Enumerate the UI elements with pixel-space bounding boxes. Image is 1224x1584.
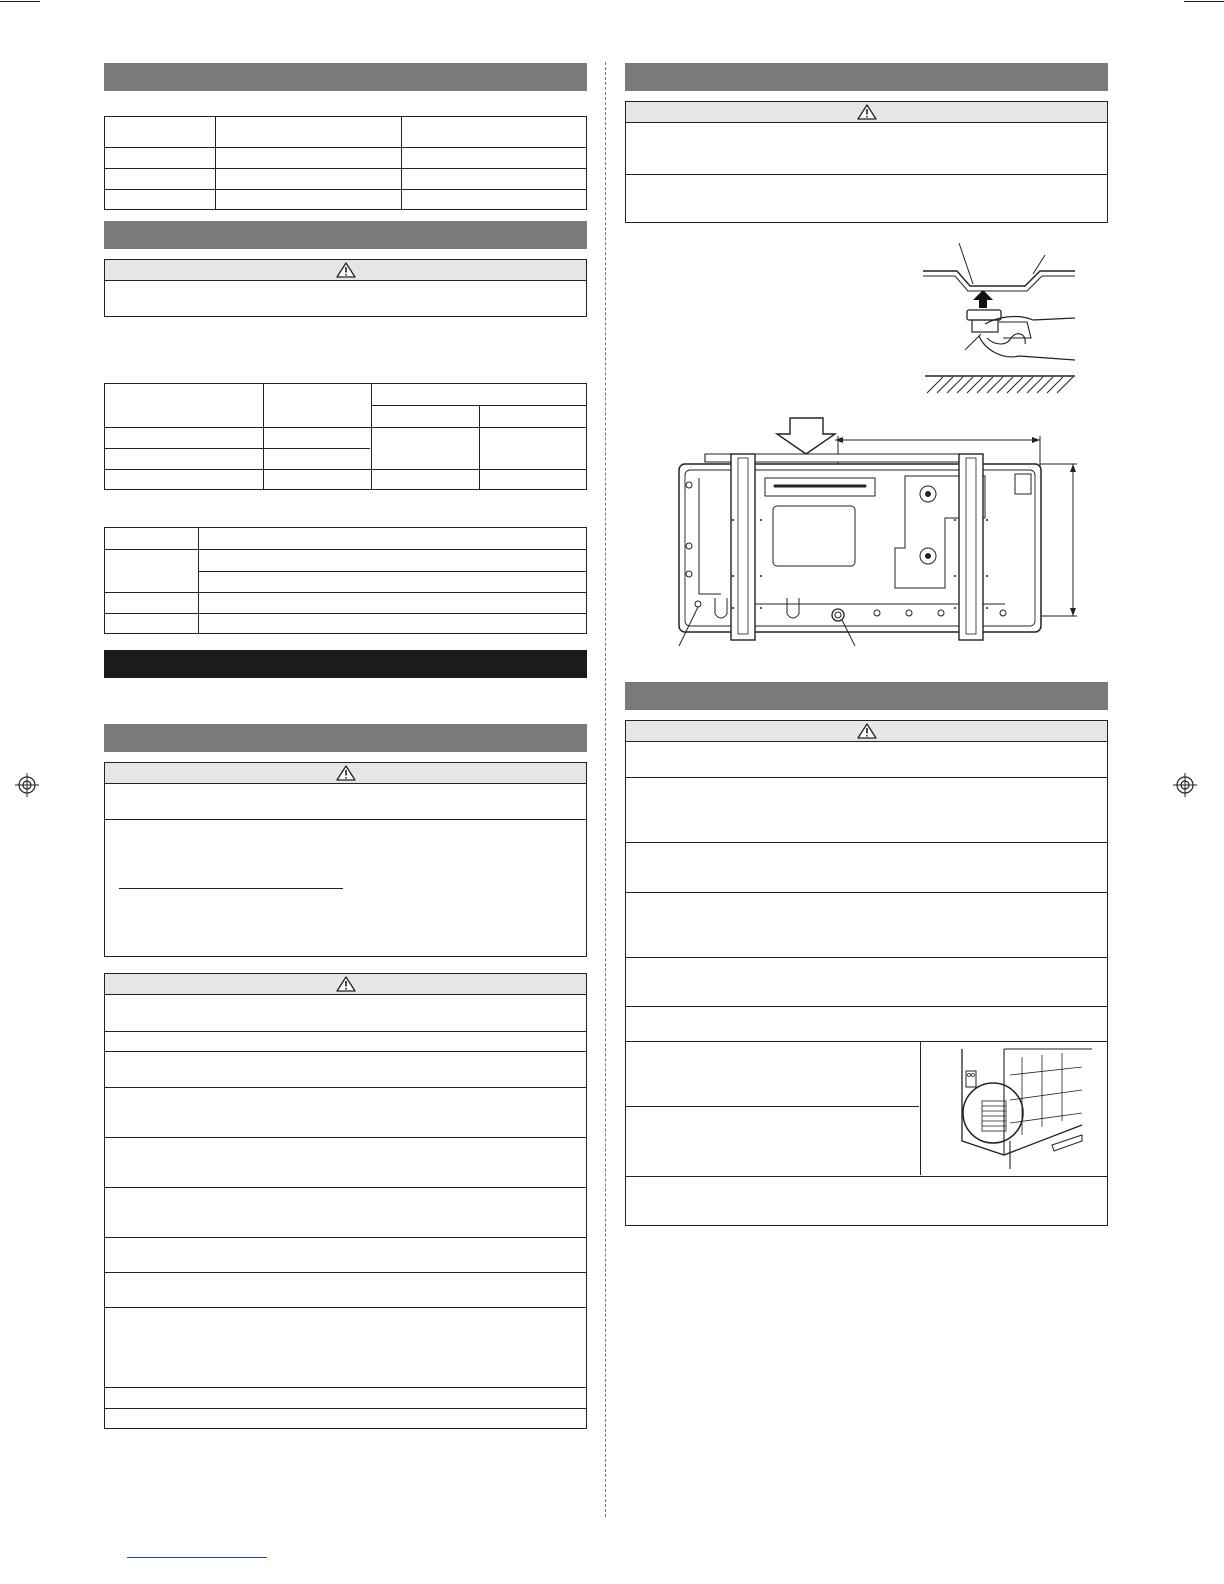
outdoor-unit-corner-illustration <box>932 1045 1104 1171</box>
underline-rule <box>119 888 343 889</box>
warning-box <box>104 259 587 317</box>
section-header-bar <box>104 724 587 752</box>
warning-strip <box>626 102 1107 123</box>
drain-cap-installation-illustration <box>915 238 1085 398</box>
crop-mark-top-right <box>1184 1 1224 2</box>
accessory-table <box>104 527 587 634</box>
section-header-bar <box>625 682 1108 710</box>
base-plate-diagram <box>645 408 1090 650</box>
section-header-bar <box>104 63 587 91</box>
footer-link-rule <box>127 1557 267 1558</box>
spec-table <box>104 116 587 210</box>
caution-box <box>625 720 1108 1226</box>
column-divider <box>605 62 606 1517</box>
warning-triangle-icon <box>857 104 877 120</box>
section-header-bar <box>625 63 1108 91</box>
warning-triangle-icon <box>336 765 356 781</box>
warning-triangle-icon <box>336 976 356 992</box>
warning-strip <box>105 260 586 281</box>
pipe-length-table <box>104 383 587 490</box>
warning-triangle-icon <box>336 262 356 278</box>
crop-mark-top-left <box>0 1 40 2</box>
warning-strip <box>105 763 586 784</box>
warning-triangle-icon <box>857 723 877 739</box>
registration-crosshair-icon <box>14 772 40 798</box>
caution-strip <box>105 974 586 995</box>
caution-box <box>104 973 587 1429</box>
caution-strip <box>626 721 1107 742</box>
chapter-header-bar <box>104 650 587 678</box>
warning-box <box>104 762 587 957</box>
warning-box <box>625 101 1108 223</box>
section-header-bar <box>104 221 587 249</box>
registration-crosshair-icon <box>1172 772 1198 798</box>
